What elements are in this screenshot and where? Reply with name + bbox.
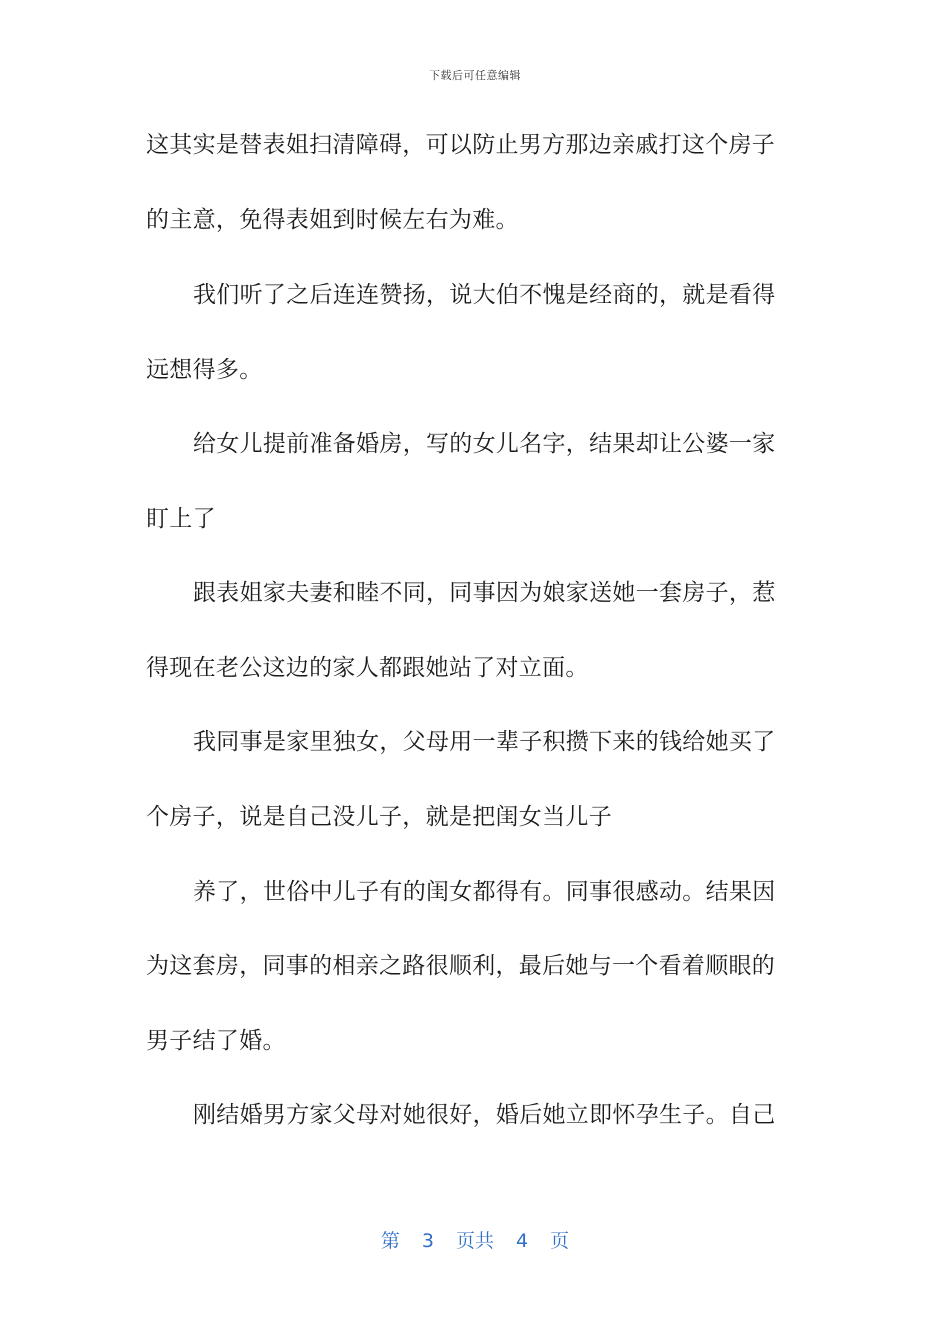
text-line: 盯上了 <box>146 506 216 532</box>
current-page-number: 3 <box>421 1230 434 1252</box>
text-line: 个房子，说是自己没儿子，就是把闺女当儿子 <box>146 804 612 830</box>
paragraph-start-line: 养了，世俗中儿子有的闺女都得有。同事很感动。结果因 <box>193 879 776 905</box>
page-mid-text: 页共 <box>455 1230 494 1252</box>
page-footer <box>0 1226 950 1253</box>
text-line: 的主意，免得表姐到时候左右为难。 <box>146 207 519 233</box>
paragraph-start-line: 我同事是家里独女，父母用一辈子积攒下来的钱给她买了 <box>193 729 776 755</box>
paragraph-start-line: 跟表姐家夫妻和睦不同，同事因为娘家送她一套房子，惹 <box>193 580 776 606</box>
page-suffix: 页 <box>550 1230 570 1252</box>
text-line: 得现在老公这边的家人都跟她站了对立面。 <box>146 655 589 681</box>
text-line: 这其实是替表姐扫清障碍，可以防止男方那边亲戚打这个房子 <box>146 132 776 158</box>
paragraph-start-line: 我们听了之后连连赞扬，说大伯不愧是经商的，就是看得 <box>193 282 776 308</box>
total-pages-number: 4 <box>516 1230 529 1252</box>
paragraph-start-line: 刚结婚男方家父母对她很好，婚后她立即怀孕生子。自己 <box>193 1102 776 1128</box>
paragraph-start-line: 给女儿提前准备婚房，写的女儿名字，结果却让公婆一家 <box>193 431 776 457</box>
text-line: 为这套房，同事的相亲之路很顺利，最后她与一个看着顺眼的 <box>146 953 776 979</box>
text-line: 男子结了婚。 <box>146 1028 286 1054</box>
text-line: 远想得多。 <box>146 357 263 383</box>
header-note: 下载后可任意编辑 <box>429 69 521 82</box>
page-prefix: 第 <box>380 1230 400 1252</box>
